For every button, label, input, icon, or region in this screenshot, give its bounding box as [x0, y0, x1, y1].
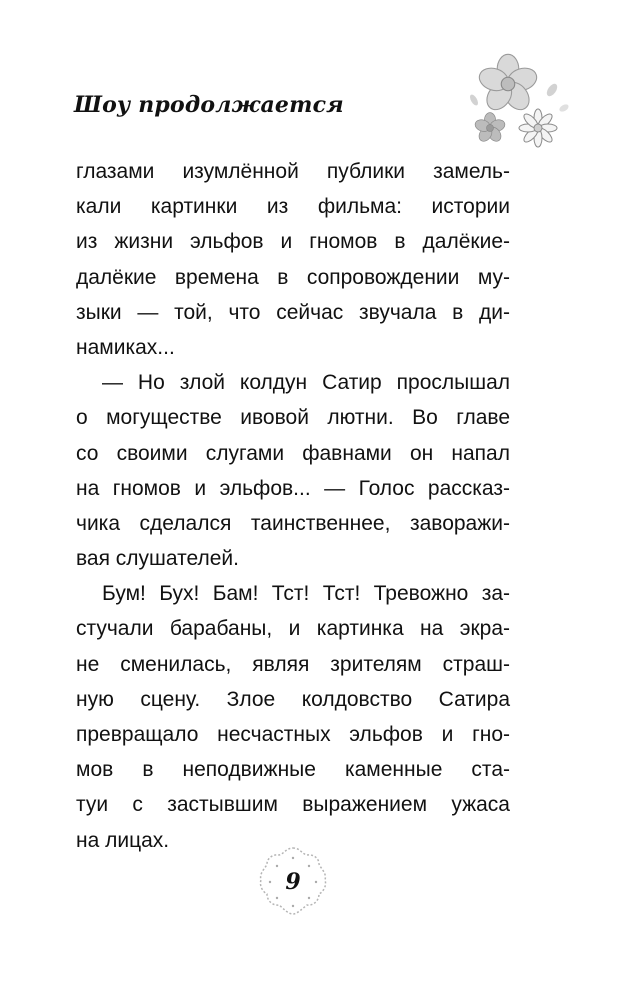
text-line: из жизни эльфов и гномов в далёкие- — [76, 230, 510, 254]
body-text — [76, 154, 510, 858]
text-line: не сменилась, являя зрителям страш- — [76, 652, 510, 676]
text-line: чика сделался таинственнее, заворажи- — [76, 511, 510, 535]
text-line: ную сцену. Злое колдовство Сатира — [76, 687, 510, 711]
flowers-icon — [460, 50, 580, 150]
text-line: туи с застывшим выражением ужаса — [76, 793, 510, 817]
running-header: Шоу продолжается — [74, 92, 344, 118]
text-line: глазами изумлённой публики замель- — [76, 160, 510, 183]
text-line: — Но злой колдун Сатир прослышал — [102, 371, 510, 395]
text-line: на гномов и эльфов... — Голос рассказ- — [76, 476, 510, 500]
text-line: превращало несчастных эльфов и гно- — [76, 723, 510, 746]
text-line: зыки — той, что сейчас звучала в ди- — [76, 300, 510, 324]
text-line: о могуществе ивовой лютни. Во главе — [76, 406, 510, 430]
text-line: далёкие времена в сопровождении му- — [76, 265, 510, 289]
text-line: со своими слугами фавнами он напал — [76, 441, 510, 465]
text-line: мов в неподвижные каменные ста- — [76, 758, 510, 782]
text-line: вая слушателей. — [76, 547, 239, 571]
text-line: кали картинки из фильма: истории — [76, 195, 510, 219]
text-line: стучали барабаны, и картинка на экра- — [76, 617, 510, 641]
page-number: 9 — [285, 869, 301, 895]
text-line: намиках... — [76, 335, 175, 359]
text-line: Бум! Бух! Бам! Тст! Тст! Тревожно за- — [102, 582, 510, 606]
text-line: на лицах. — [76, 828, 170, 852]
